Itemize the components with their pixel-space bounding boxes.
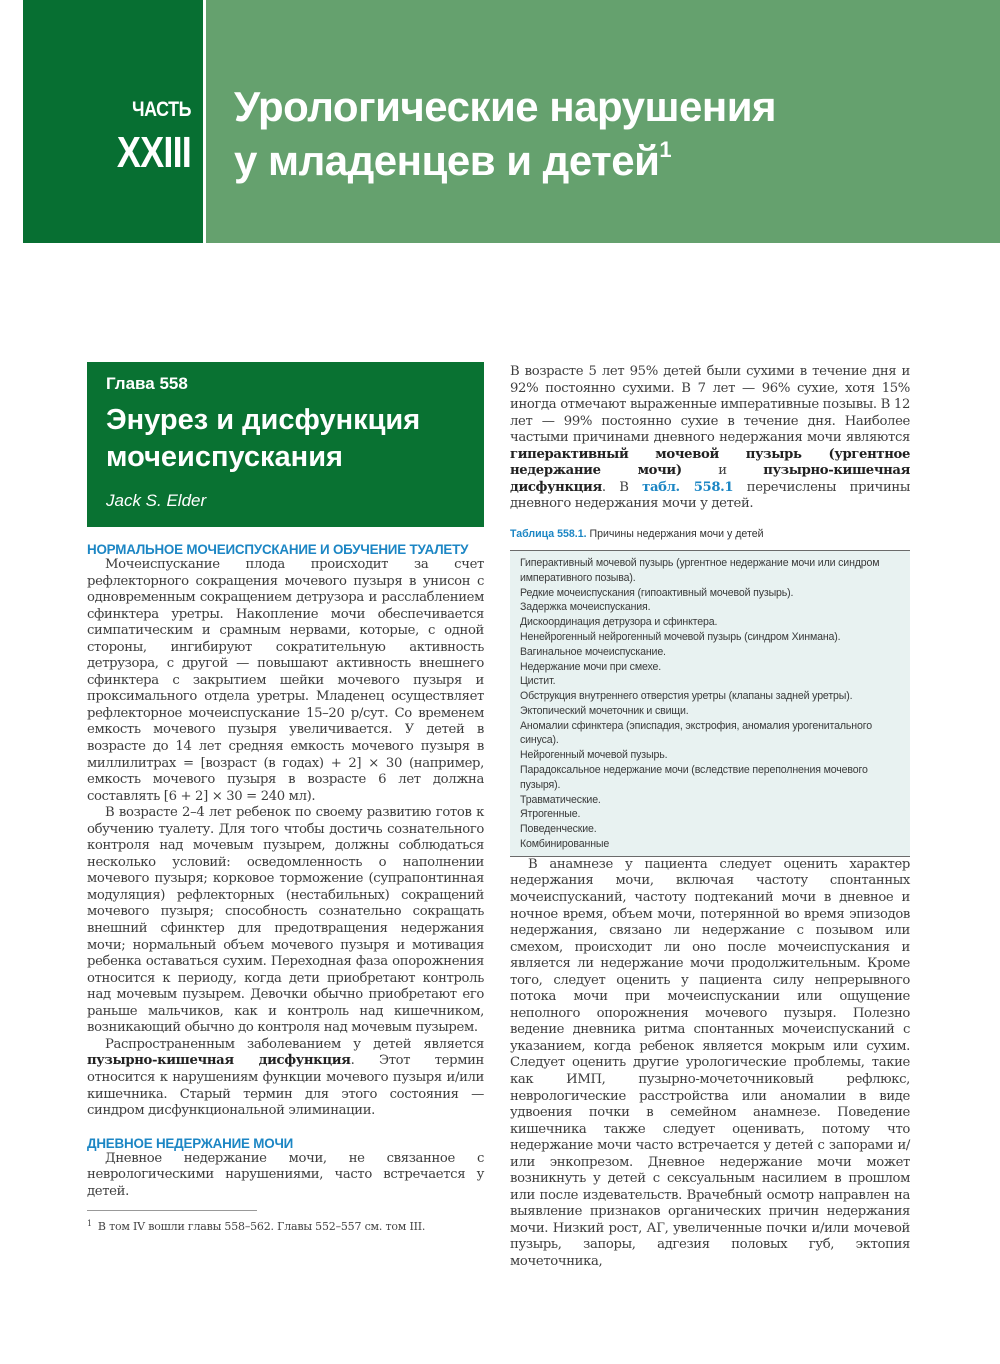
table-row: Редкие мочеиспускания (гипоактивный мочевой пузырь). xyxy=(520,586,794,599)
table-row: Дискоординация детрузора и сфинктера. xyxy=(520,616,718,629)
table-row: Эктопический мочеточник и свищи. xyxy=(520,704,689,717)
part-number-block xyxy=(23,0,203,243)
table-caption-number: Таблица 558.1. xyxy=(510,527,587,540)
text-run: и xyxy=(681,463,764,479)
footnote-reference[interactable]: 1 xyxy=(659,137,672,162)
text-run: В возрасте 5 лет 95% детей были сухими в течение дня и 92% постоянно сухими. В 7 лет — 96% сухие, хотя 15% иногда отмечают выраженные императивные позывы. В 12 лет — 99% постоянно сухие в течение дня. Наиболее частыми причинами дневного недержания мочи являются xyxy=(510,364,910,446)
table-row: Травматические. xyxy=(520,793,601,806)
table-caption xyxy=(510,528,910,540)
table-row: Парадоксальное недержание мочи (вследствие переполнения мочевого пузыря). xyxy=(520,764,868,791)
table-row: Задержка мочеиспускания. xyxy=(520,601,651,614)
footnote-text: В том IV вошли главы 558–562. Главы 552–557 см. том III. xyxy=(97,1220,426,1234)
chapter-author: Jack S. Elder xyxy=(106,491,207,510)
chapter-title: Энурез и дисфункция мочеиспускания xyxy=(106,404,421,473)
paragraph: Дневное недержание мочи, не связанное с неврологическими нарушениями, часто встречается у детей. xyxy=(87,1150,484,1199)
table-row: Вагинальное мочеиспускание. xyxy=(520,645,666,658)
footnote-marker: 1 xyxy=(87,1219,92,1229)
section-heading-normal-voiding: НОРМАЛЬНОЕ МОЧЕИСПУСКАНИЕ И ОБУЧЕНИЕ ТУАЛЕТУ xyxy=(87,542,469,557)
part-label: ЧАСТЬ xyxy=(131,98,191,121)
causes-table xyxy=(510,550,910,857)
part-number: XXIII xyxy=(116,128,191,177)
chapter-number: Глава 558 xyxy=(106,374,188,393)
bold-term: гиперактивный мочевой пузырь (ургентное недержание мочи) xyxy=(510,446,910,479)
section-heading-daytime-incontinence: ДНЕВНОЕ НЕДЕРЖАНИЕ МОЧИ xyxy=(87,1135,294,1151)
table-row: Гиперактивный мочевой пузырь (ургентное недержание мочи или синдром императивного позыва). xyxy=(520,556,880,584)
part-title-line2: у младенцев и детей xyxy=(234,137,660,184)
text-run: перечислены причины дневного недержания мочи у детей. xyxy=(510,479,911,512)
table-row: Цистит. xyxy=(520,675,556,688)
paragraph: В возрасте 2–4 лет ребенок по своему развитию готов к обучению туалету. Для того чтобы достичь сознательного контроля над мочевым пузырем, должны соблюдаться несколько условий: осведомленность о наполнении мочевого пузыря; корковое торможение (супрапонтинная модуляция) рефлекторных (нестабильных) сокращений мочевого пузыря; способность сознательно сокращать внешний сфинктер для предотвращения недержания мочи; нормальный объем мочевого пузыря и мотивация ребенка оставаться сухим. Переходная фаза опорожнения относится к периоду, когда дети приобретают контроль над мочевым пузырем. Девочки обычно приобретают его раньше мальчиков, как и контроль над кишечником, возникающий обычно до контроля над мочевым пузырем. xyxy=(87,805,484,1036)
text-run: . Этот термин относится к нарушениям функции мочевого пузыря и/или кишечника. Старый термин для этого состояния — синдром дисфункциональной элиминации. xyxy=(87,1053,484,1119)
paragraph: В анамнезе у пациента следует оценить характер недержания мочи, включая частоту спонтанных мочеиспусканий, частоту подтеканий мочи в дневное и ночное время, объем мочи, потерянной во время эпизодов недержания, связано ли недержание с позывом или смехом, происходит ли оно после мочеиспускания и является ли недержание мочи продолжительным. Кроме того, следует оценить у пациента силу непрерывного потока мочи при мочеиспускании или ощущение неполного опорожнения мочевого пузыря. Полезно ведение дневника ритма спонтанных мочеиспусканий с указанием, когда ребенок является мокрым или сухим. Следует оценить другие урологические проблемы, такие как ИМП, пузырно-мочеточниковый рефлюкс, неврологические расстройства или аномалии в виде удвоения почки в семейном анамнезе. Поведение кишечника также следует оценивать, потому что недержание мочи часто встречается у детей с запорами и/или энкопрезом. Дневное недержание мочи может возникнуть у детей с сексуальным насилием в прошлом или после издевательств. Врачебный осмотр направлен на выявление признаков органических причин недержания мочи. Низкий рост, АГ, увеличенные почки и/или мочевой пузырь, запоры, адгезия половых губ, эктопия мочеточника, xyxy=(510,856,910,1269)
part-title xyxy=(234,80,994,188)
table-row: Нейрогенный мочевой пузырь. xyxy=(520,749,668,762)
text-run: Распространенным заболеванием у детей является xyxy=(105,1036,484,1052)
table-row: Недержание мочи при смехе. xyxy=(520,660,662,673)
table-caption-text: Причины недержания мочи у детей xyxy=(586,527,764,540)
table-row: Ятрогенные. xyxy=(520,808,581,821)
paragraph xyxy=(87,1037,484,1120)
part-title-block xyxy=(206,0,1000,243)
table-row: Поведенческие. xyxy=(520,823,597,836)
footnote xyxy=(87,1217,484,1234)
paragraph xyxy=(510,364,910,513)
part-title-line1: Урологические нарушения xyxy=(234,83,777,130)
paragraph: Мочеиспускание плода происходит за счет рефлекторного сокращения мочевого пузыря в унисон с одновременным сокращением детрузора и расслаблением сфинктера уретры. Накопление мочи обеспечивается симпатическим и срамным нервами, которые, с одной стороны, ингибируют сократительную активность детрузора, с другой — повышают активность внешнего сфинктера с закрытием шейки мочевого пузыря и проксимального отдела уретры. Младенец осуществляет рефлекторное мочеиспускание 15–20 р/сут. Со временем емкость мочевого пузыря увеличивается. У детей в возрасте до 14 лет средняя емкость мочевого пузыря в миллилитрах = [возраст (в годах) + 2] × 30 (например, емкость мочевого пузыря в возрасте 6 лет должна составлять [6 + 2] × 30 = 240 мл). xyxy=(87,557,484,804)
left-column xyxy=(87,362,484,1234)
right-column xyxy=(510,364,910,1271)
text-run: . В xyxy=(601,479,643,495)
table-row: Ненейрогенный нейрогенный мочевой пузырь (синдром Хинмана). xyxy=(520,630,841,643)
table-row: Обструкция внутреннего отверстия уретры (клапаны задней уретры). xyxy=(520,690,853,703)
bold-term: пузырно-кишечная дисфункция xyxy=(87,1053,351,1069)
table-row: Комбинированные xyxy=(520,838,610,851)
bold-term: пузырно-кишечная дисфункция xyxy=(510,463,911,495)
table-row: Аномалии сфинктера (эписпадия, экстрофия, аномалия урогенитального синуса). xyxy=(520,719,872,747)
chapter-header xyxy=(87,362,484,527)
footnote-divider xyxy=(87,1210,257,1211)
table-reference-link[interactable]: табл. 558.1 xyxy=(642,479,734,495)
